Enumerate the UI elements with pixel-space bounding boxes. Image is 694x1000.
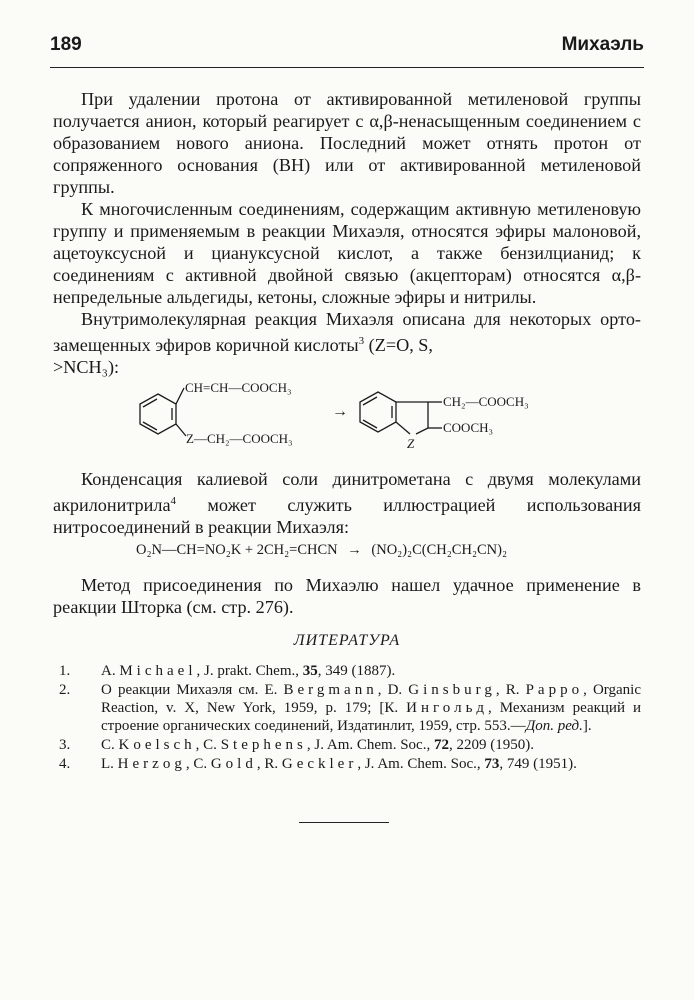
reaction-scheme [110, 368, 590, 456]
paragraph-5: Метод присоединения по Михаэлю нашел удачное применение в реакции Шторка (см. стр. 276). [53, 575, 641, 617]
ref-author: Michael [119, 663, 197, 679]
ref-text: C. [101, 737, 119, 753]
ref-text: ]. [582, 718, 592, 734]
reaction-arrow: → [332, 403, 348, 420]
paragraph-3-tail: (Z=O, S, [364, 335, 433, 356]
reference-number: 2. [59, 682, 71, 698]
ref-text: , 349 (1887). [317, 663, 396, 679]
ref-author: Geckler [281, 756, 358, 772]
paragraph-4-tail: может служить иллюстрацией использования нитросоединений в реакции Михаэля: [53, 495, 641, 538]
ring-heteroatom-z: Z [407, 436, 415, 451]
reference-number: 4. [59, 756, 71, 772]
equation-lhs: O₂N—CH=NO₂K + 2CH₂=CHCN [136, 542, 338, 558]
equation-rhs: (NO₂)₂C(CH₂CH₂CN)₂ [371, 542, 508, 558]
reference-number: 3. [59, 737, 71, 753]
ref-text: , R. [256, 756, 282, 772]
ref-text: , 749 (1951). [499, 756, 577, 772]
ref-author: Gold [210, 756, 257, 772]
ref-text: , J. Am. Chem. Soc., [306, 737, 434, 753]
ref-text: A. [101, 663, 120, 679]
paragraph-4-text: Конденсация калиевой соли динитрометана с двумя молекулами акрилонитрила [53, 469, 641, 516]
ref-author: Koelsch [118, 737, 196, 753]
paragraph-4 [53, 468, 641, 538]
reference-list [53, 662, 641, 774]
ref-text: , R. [495, 682, 526, 698]
left-top-substituent: CH=CH—COOCH₃ [185, 380, 292, 395]
reference-2 [53, 681, 641, 735]
right-top-substituent: CH₂—COOCH₃ [443, 394, 529, 409]
ref-text: L. [101, 756, 118, 772]
ref-text: , J. prakt. Chem., [196, 663, 303, 679]
equation-arrow: → [347, 542, 362, 558]
ref-author: Ginsburg [408, 682, 496, 698]
end-rule [299, 822, 389, 823]
ref-text: , D. [377, 682, 409, 698]
nitro-equation [136, 542, 507, 559]
ref-author: Bergmann [283, 682, 378, 698]
ref-text: , J. Am. Chem. Soc., [357, 756, 485, 772]
ref-editor-note: Доп. ред. [525, 718, 583, 734]
paragraph-2: К многочисленным соединениям, содержащим активную метиленовую группу и применяемым в реакции Михаэля, относятся эфиры малоновой, ацетоуксусной и циануксусной кислот, а также бензилцианид; к соединениям с активной двойной связью (акцепторам) относятся α,β-непредельные альдегиды, кетоны, сложные эфиры и нитрилы. [53, 199, 641, 307]
paragraph-3-text: Внутримолекулярная реакция Михаэля описана для некоторых орто-замещенных эфиров коричной кислоты [53, 309, 641, 356]
footnote-ref-3: 3 [358, 335, 365, 347]
ref-text: , 2209 (1950). [448, 737, 534, 753]
body-text [53, 88, 641, 378]
ref-author: Herzog [117, 756, 186, 772]
paragraph-1: При удалении протона от активированной метиленовой группы получается анион, который реагирует с α,β-ненасыщенным соединением с образованием нового аниона. Последний может отнять протон от сопряженного основания (BH) или от активированной метиленовой группы. [53, 89, 641, 197]
running-head: Михаэль [561, 34, 644, 55]
benzene-ring-left [140, 388, 186, 436]
ref-author: Stephens [220, 737, 307, 753]
header-rule [50, 67, 644, 68]
reference-number: 1. [59, 663, 71, 679]
ref-text: , Organic Reaction, v. X, New York, 1959, p. 179; [К. [101, 682, 642, 716]
page-header [50, 34, 644, 58]
reference-1 [53, 662, 641, 680]
ref-volume: 73 [484, 756, 500, 772]
ref-author: Ингольд [406, 700, 489, 716]
ref-text: , C. [185, 756, 211, 772]
ref-text: О реакции Михаэля см. E. [101, 682, 284, 698]
literature-title: ЛИТЕРАТУРА [293, 632, 401, 649]
ref-volume: 35 [302, 663, 318, 679]
left-bottom-substituent: Z—CH₂—COOCH₃ [186, 431, 293, 446]
ref-text: , Механизм реакций и строение органических соединений, Издатинлит, 1959, стр. 553.— [101, 700, 641, 734]
right-bottom-substituent: COOCH₃ [443, 420, 494, 435]
reference-4 [53, 755, 641, 773]
ref-volume: 72 [433, 737, 449, 753]
footnote-ref-4: 4 [170, 495, 177, 507]
paragraph-3-line2: >NCH₃): [53, 357, 120, 378]
benzene-ring-right [360, 392, 442, 434]
reference-3 [53, 736, 641, 754]
ref-text: , C. [195, 737, 221, 753]
page-number: 189 [50, 34, 82, 55]
ref-author: Pappo [525, 682, 584, 698]
